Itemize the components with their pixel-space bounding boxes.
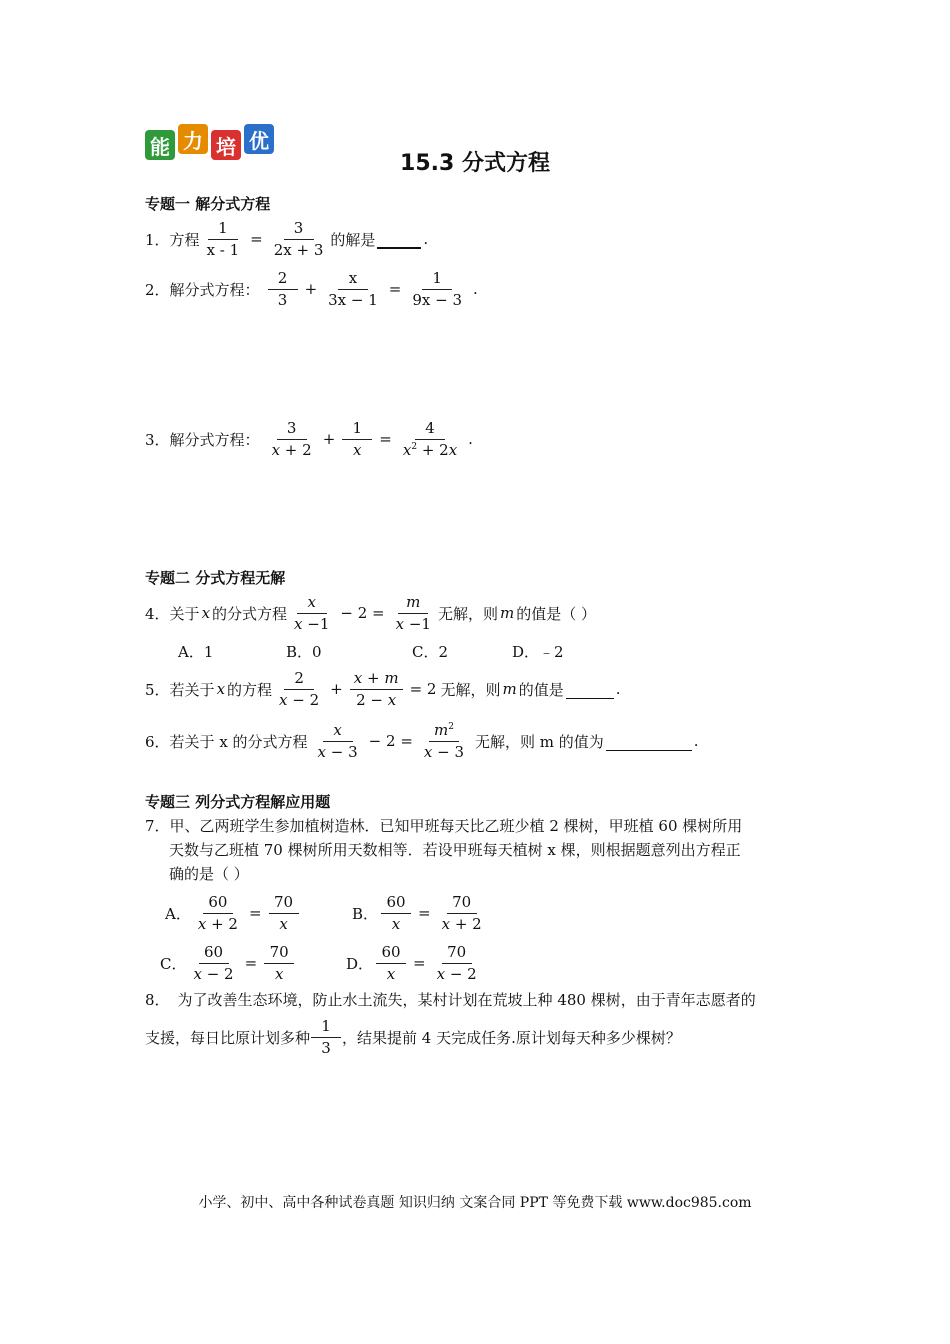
q7-option-c-label: C． [160,954,187,973]
q7-a-frac-right: $\frac{70}{x}$ [269,895,299,932]
q7-option-b[interactable]: B． $\frac{60}{x}$ = $\frac{70}{x + 2}$ [352,888,489,938]
logo-char-4: 优 [244,124,274,154]
q6-answer-blank[interactable] [606,732,692,751]
q3-frac-3: $\frac{4}{x^2 + 2x}$ [402,418,458,459]
q8-fraction: $\frac{1}{3}$ [311,1019,341,1056]
q5-prefix: 若关于 [169,680,215,699]
q3-prefix: 解分式方程： [169,430,260,449]
q5-tail: 的值是 [518,680,564,699]
q4-prefix: 关于 [169,604,200,623]
q7-option-a-label: A． [165,904,191,923]
question-8 [145,988,756,1012]
logo-char-2: 力 [178,124,208,154]
q4-post: 无解，则 [437,604,498,623]
q4-frac-left: $\frac{x}{x -1}$ [294,592,330,633]
section-1-heading: 专题一 解分式方程 [145,194,271,213]
q3-frac-1: $\frac{3}{x + 2}$ [271,418,312,459]
q7-a-frac-left: $\frac{60}{x + 2}$ [197,892,238,933]
q5-answer-blank[interactable] [566,680,614,699]
q2-frac-1: $\frac{2}{3}$ [268,271,298,308]
q4-mid: 的分式方程 [212,604,288,623]
q4-option-c[interactable]: C．2 [412,642,449,661]
q7-option-c[interactable]: C． $\frac{60}{x - 2}$ = $\frac{70}{x}$ [160,938,297,988]
q5-end: . [615,680,621,698]
q6-end: . [693,732,699,750]
section-3-heading: 专题三 列分式方程解应用题 [145,792,331,811]
q7-d-frac-right: $\frac{70}{x - 2}$ [436,942,477,983]
q4-var: x [201,604,211,622]
q5-m: m [502,680,517,698]
q7-line-3: 确的是（ ） [169,865,249,883]
q7-number: 7． [145,817,170,835]
q7-option-d-label: D． [346,954,374,973]
q5-number: 5． [145,680,170,699]
q6-prefix: 若关于 x 的分式方程 [169,732,308,751]
question-4: 4． 关于 x 的分式方程 $\frac{x}{x -1}$ − 2 = $\frac{m}{x -1}$ 无解，则 m 的值是（ ） [145,592,597,633]
q6-frac-right: $\frac{m^2}{x - 3}$ [423,720,465,761]
q7-c-frac-left: $\frac{60}{x - 2}$ [193,942,234,983]
q7-b-frac-right: $\frac{70}{x + 2}$ [441,892,482,933]
q7-option-a[interactable]: A． $\frac{60}{x + 2}$ = $\frac{70}{x}$ [165,888,302,938]
q7-line-1 [145,814,742,838]
question-6: 6． 若关于 x 的分式方程 $\frac{x}{x - 3}$ − 2 = $\frac{m^2}{x - 3}$ 无解，则 m 的值为 . [145,720,699,761]
q3-end: . [468,430,473,448]
q5-mid: 的方程 [227,680,273,699]
page-title: 15.3 分式方程 [400,151,550,176]
q1-end: . [423,230,429,248]
q5-frac-right: $\frac{x + m}{2 - x}$ [350,671,403,708]
footer: 小学、初中、高中各种试卷真题 知识归纳 文案合同 PPT 等免费下载 www.doc985.com [198,1195,752,1211]
q7-d-frac-left: $\frac{60}{x}$ [376,945,406,982]
question-7 [145,814,742,886]
q1-answer-blank[interactable] [377,229,421,249]
q1-frac-right: $\frac{3}{2x + 3}$ [273,218,324,259]
q8-text-1: 为了改善生态环境，防止水土流失，某村计划在荒坡上种 480 棵树，由于青年志愿者的 [177,991,756,1009]
q7-line-2: 天数与乙班植 70 棵树所用天数相等．若设甲班每天植树 x 棵，则根据题意列出方程正 [169,841,741,859]
question-3: 3． 解分式方程： $\frac{3}{x + 2}$ + $\frac{1}{x}$ = $\frac{4}{x^2 + 2x}$ . [145,418,473,459]
q7-option-b-label: B． [352,904,379,923]
section-2-heading: 专题二 分式方程无解 [145,568,286,587]
question-1: 1． 方程 $\frac{1}{x - 1}$ = $\frac{3}{2x + 3}$ 的解是 . [145,218,429,259]
q4-tail: 的值是（ ） [516,604,597,623]
q5-frac-left: $\frac{2}{x - 2}$ [279,668,320,709]
q7-option-d[interactable]: D． $\frac{60}{x}$ = $\frac{70}{x - 2}$ [346,938,484,988]
q7-c-frac-right: $\frac{70}{x}$ [264,945,294,982]
q4-option-b[interactable]: B．0 [286,642,322,661]
q7-text-1: 甲、乙两班学生参加植树造林．已知甲班每天比乙班少植 2 棵树，甲班植 60 棵树所用 [169,817,743,835]
q3-frac-2: $\frac{1}{x}$ [342,421,372,458]
q5-var: x [216,680,226,698]
q7-b-frac-left: $\frac{60}{x}$ [381,895,411,932]
question-5: 5． 若关于 x 的方程 $\frac{2}{x - 2}$ + $\frac{x + m}{2 - x}$ = 2 无解，则 m 的值是 . [145,668,621,709]
logo-char-3: 培 [211,130,241,160]
q6-number: 6． [145,732,170,751]
q2-end: . [473,280,478,298]
q3-number: 3． [145,430,170,449]
q2-number: 2． [145,280,170,299]
q2-frac-2: $\frac{x}{3x - 1}$ [328,268,378,309]
question-2: 2． 解分式方程： $\frac{2}{3}$ + $\frac{x}{3x - 1}$ = $\frac{1}{9x - 3}$ . [145,268,478,309]
q1-prefix: 方程 [169,230,200,249]
q8-line-2 [145,1012,681,1062]
q4-option-d[interactable]: D．﹣2 [512,642,564,661]
q4-m: m [500,604,515,622]
q4-option-a[interactable]: A．1 [178,642,214,661]
q4-frac-right: $\frac{m}{x -1}$ [395,592,431,633]
logo-char-1: 能 [145,130,175,160]
q1-number: 1． [145,230,170,249]
q6-frac-left: $\frac{x}{x - 3}$ [317,720,358,761]
q2-prefix: 解分式方程： [169,280,260,299]
q6-post: 无解，则 m 的值为 [475,732,604,751]
q4-number: 4． [145,604,170,623]
q8-number: 8． [145,991,170,1009]
q8-text-2b: ，结果提前 4 天完成任务.原计划每天种多少棵树？ [342,1028,681,1047]
q2-frac-3: $\frac{1}{9x - 3}$ [412,268,463,309]
q8-text-2a: 支援，每日比原计划多种 [145,1028,311,1047]
q5-post: 无解，则 [440,680,501,699]
q1-frac-left: $\frac{1}{x - 1}$ [206,218,240,259]
q1-text: 的解是 [330,230,376,249]
